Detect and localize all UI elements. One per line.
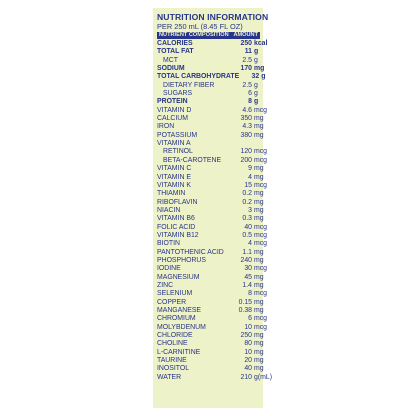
header-amount: AMOUNT: [233, 32, 258, 38]
table-row: [157, 90, 260, 98]
nutrient-name: TOTAL CARBOHYDRATE: [157, 73, 240, 81]
nutrient-amount: 1.1: [242, 248, 252, 256]
nutrient-table: [157, 40, 272, 382]
table-row: [157, 231, 268, 240]
table-row: [157, 156, 268, 165]
nutrient-name: MANGANESE: [157, 307, 202, 314]
nutrient-unit: mg: [254, 365, 264, 373]
nutrient-amount: 20: [244, 357, 252, 365]
nutrient-name: CALCIUM: [157, 115, 189, 123]
nutrient-amount: 4: [248, 173, 252, 181]
table-row: [157, 206, 264, 215]
table-row: [157, 123, 264, 131]
nutrient-unit: mg: [254, 198, 264, 206]
nutrient-name: RETINOL: [163, 148, 193, 156]
nutrient-amount: 0.2: [242, 198, 252, 206]
nutrient-name: VITAMIN B6: [157, 215, 195, 223]
nutrient-name: PANTOTHENIC ACID: [157, 248, 224, 256]
nutrient-amount: 15: [244, 181, 252, 189]
nutrient-unit: mg: [254, 281, 264, 289]
table-row: [157, 281, 264, 290]
nutrient-name: POTASSIUM: [157, 131, 198, 139]
nutrient-name: CHOLINE: [157, 340, 188, 348]
table-row: [157, 115, 264, 123]
nutrient-amount: 10: [244, 323, 252, 331]
nutrient-amount: 200: [240, 156, 252, 164]
nutrient-name: CHLORIDE: [157, 332, 193, 340]
nutrient-amount: 45: [244, 273, 252, 281]
nutrient-unit: mg: [254, 273, 264, 281]
table-row: [157, 57, 260, 65]
nutrient-name: INOSITOL: [157, 365, 190, 373]
nutrient-name: VITAMIN K: [157, 181, 191, 189]
nutrient-name: COPPER: [157, 298, 187, 306]
label-title: NUTRITION INFORMATION: [157, 12, 269, 22]
nutrient-amount: 80: [244, 340, 252, 348]
nutrient-unit: mg: [254, 173, 264, 181]
nutrient-unit: mcg: [254, 148, 268, 156]
nutrient-amount: 2.5: [242, 81, 252, 89]
nutrient-unit: g: [254, 98, 259, 106]
table-row: [157, 340, 264, 348]
nutrient-unit: mg: [254, 165, 264, 173]
table-row: [157, 198, 264, 207]
nutrient-name: MOLYBDENUM: [157, 323, 206, 331]
nutrient-unit: g: [254, 90, 258, 98]
nutrient-amount: 4: [248, 240, 252, 248]
table-header: [157, 32, 260, 39]
nutrient-unit: mcg: [254, 240, 268, 248]
table-row: [157, 148, 268, 156]
nutrient-amount: 32: [251, 73, 260, 81]
nutrient-amount: 350: [240, 115, 252, 123]
nutrient-unit: mg: [254, 190, 264, 198]
table-row: [157, 365, 264, 373]
nutrient-unit: mcg: [254, 223, 268, 231]
nutrient-unit: mg: [254, 215, 264, 223]
nutrient-name: IODINE: [157, 265, 181, 273]
table-row: [157, 290, 268, 298]
nutrient-amount: 2.5: [242, 56, 252, 64]
table-row: [157, 273, 264, 282]
nutrient-unit: g: [254, 81, 258, 89]
nutrient-name: VITAMIN B12: [157, 231, 199, 239]
nutrient-unit: g(mL): [254, 373, 272, 381]
nutrient-amount: 30: [244, 265, 252, 273]
nutrient-unit: mcg: [254, 181, 268, 189]
table-row: [157, 40, 268, 48]
nutrient-name: PROTEIN: [157, 98, 188, 106]
table-row: [157, 265, 268, 273]
nutrient-name: NIACIN: [157, 206, 181, 214]
table-row: [157, 307, 264, 315]
nutrient-amount: 240: [240, 256, 252, 264]
nutrient-unit: mcg: [254, 323, 268, 331]
nutrient-amount: 40: [244, 223, 252, 231]
table-row: [157, 98, 260, 106]
nutrient-amount: 8: [248, 290, 252, 298]
nutrient-name: TAURINE: [157, 357, 187, 365]
nutrient-unit: g: [254, 48, 259, 56]
nutrient-amount: 250: [240, 40, 252, 47]
nutrient-amount: 6: [248, 90, 252, 98]
nutrient-name: BIOTIN: [157, 240, 180, 248]
nutrient-name: SODIUM: [157, 65, 185, 73]
nutrient-unit: mg: [254, 206, 264, 214]
nutrient-unit: mg: [254, 256, 264, 264]
nutrient-unit: mg: [254, 332, 264, 340]
nutrient-amount: 8: [248, 98, 252, 106]
table-row: [157, 82, 260, 90]
nutrient-unit: mcg: [254, 231, 268, 239]
nutrient-name: MCT: [163, 56, 178, 64]
table-row: [157, 357, 264, 365]
nutrient-unit: mg: [254, 248, 264, 256]
nutrient-unit: mcg: [254, 265, 268, 273]
nutrient-unit: mg: [254, 307, 264, 314]
nutrient-unit: g: [261, 73, 266, 81]
nutrient-amount: 0.5: [242, 231, 252, 239]
nutrient-unit: mg: [254, 357, 264, 365]
nutrient-name: L-CARNITINE: [157, 348, 201, 356]
nutrient-amount: 380: [240, 131, 252, 139]
nutrient-unit: mcg: [254, 315, 268, 323]
nutrient-name: BETA-CAROTENE: [163, 156, 222, 164]
nutrient-name: CHROMIUM: [157, 315, 196, 323]
nutrient-amount: 120: [240, 148, 252, 156]
nutrient-name: SELENIUM: [157, 290, 193, 298]
table-row: [157, 256, 264, 265]
nutrient-amount: 10: [244, 348, 252, 356]
nutrient-unit: mg: [254, 348, 264, 356]
nutrient-name: VITAMIN A: [157, 140, 191, 148]
table-row: [157, 48, 260, 56]
header-nutrient: NUTRIENT COMPOSITION: [159, 32, 229, 38]
nutrient-name: CALORIES: [157, 40, 193, 47]
nutrient-name: DIETARY FIBER: [163, 81, 215, 89]
nutrient-amount: 6: [248, 315, 252, 323]
table-row: [157, 165, 264, 173]
table-row: [157, 65, 265, 73]
table-row: [157, 131, 264, 140]
nutrient-amount: 1.4: [242, 281, 252, 289]
nutrient-amount: 4.3: [242, 123, 252, 131]
nutrient-amount: 170: [240, 65, 252, 73]
nutrient-unit: mcg: [254, 106, 268, 114]
nutrient-name: WATER: [157, 373, 182, 381]
table-row: [157, 190, 264, 198]
nutrient-unit: mcg: [254, 290, 268, 298]
nutrient-name: PHOSPHORUS: [157, 256, 207, 264]
nutrient-name: VITAMIN C: [157, 165, 192, 173]
nutrient-name: IRON: [157, 123, 175, 131]
nutrition-label-panel: [153, 8, 272, 408]
table-row: [157, 332, 264, 340]
nutrient-name: TOTAL FAT: [157, 48, 194, 56]
nutrient-amount: 9: [248, 165, 252, 173]
table-row: [157, 298, 264, 307]
nutrient-amount: 210: [240, 373, 252, 381]
table-row: [157, 315, 268, 323]
table-row: [157, 248, 264, 257]
nutrient-name: THIAMIN: [157, 190, 186, 198]
nutrient-amount: 250: [240, 332, 252, 340]
nutrient-name: VITAMIN E: [157, 173, 191, 181]
nutrient-amount: 0.15: [238, 298, 252, 306]
nutrient-amount: 11: [244, 48, 252, 56]
nutrient-name: FOLIC ACID: [157, 223, 196, 231]
nutrient-unit: mg: [254, 340, 264, 348]
table-row: [157, 73, 266, 81]
nutrient-name: SUGARS: [163, 90, 193, 98]
serving-size: PER 250 mL (8.45 FL OZ): [157, 22, 243, 31]
nutrient-unit: mg: [254, 115, 264, 123]
nutrient-unit: mcg: [254, 156, 268, 164]
table-row: [157, 215, 264, 223]
nutrient-amount: 3: [248, 206, 252, 214]
table-row: [157, 181, 268, 190]
table-row: [157, 348, 264, 357]
nutrient-unit: mg: [254, 298, 264, 306]
nutrient-unit: g: [254, 56, 258, 64]
nutrient-amount: 0.2: [242, 190, 252, 198]
nutrient-name: MAGNESIUM: [157, 273, 200, 281]
nutrient-unit: mg: [254, 131, 264, 139]
nutrient-name: VITAMIN D: [157, 106, 192, 114]
table-row: [157, 373, 272, 382]
table-row: [157, 240, 268, 248]
table-row: [157, 140, 260, 148]
table-row: [157, 223, 268, 232]
nutrient-unit: mg: [254, 65, 265, 73]
nutrient-amount: 40: [244, 365, 252, 373]
nutrient-amount: 0.3: [242, 215, 252, 223]
table-row: [157, 173, 264, 182]
nutrient-amount: 0.38: [238, 307, 252, 314]
nutrient-unit: kcal: [254, 40, 268, 47]
nutrient-name: RIBOFLAVIN: [157, 198, 198, 206]
nutrient-amount: 4.6: [242, 106, 252, 114]
nutrient-unit: mg: [254, 123, 264, 131]
table-row: [157, 323, 268, 332]
table-row: [157, 106, 268, 115]
nutrient-name: ZINC: [157, 281, 174, 289]
